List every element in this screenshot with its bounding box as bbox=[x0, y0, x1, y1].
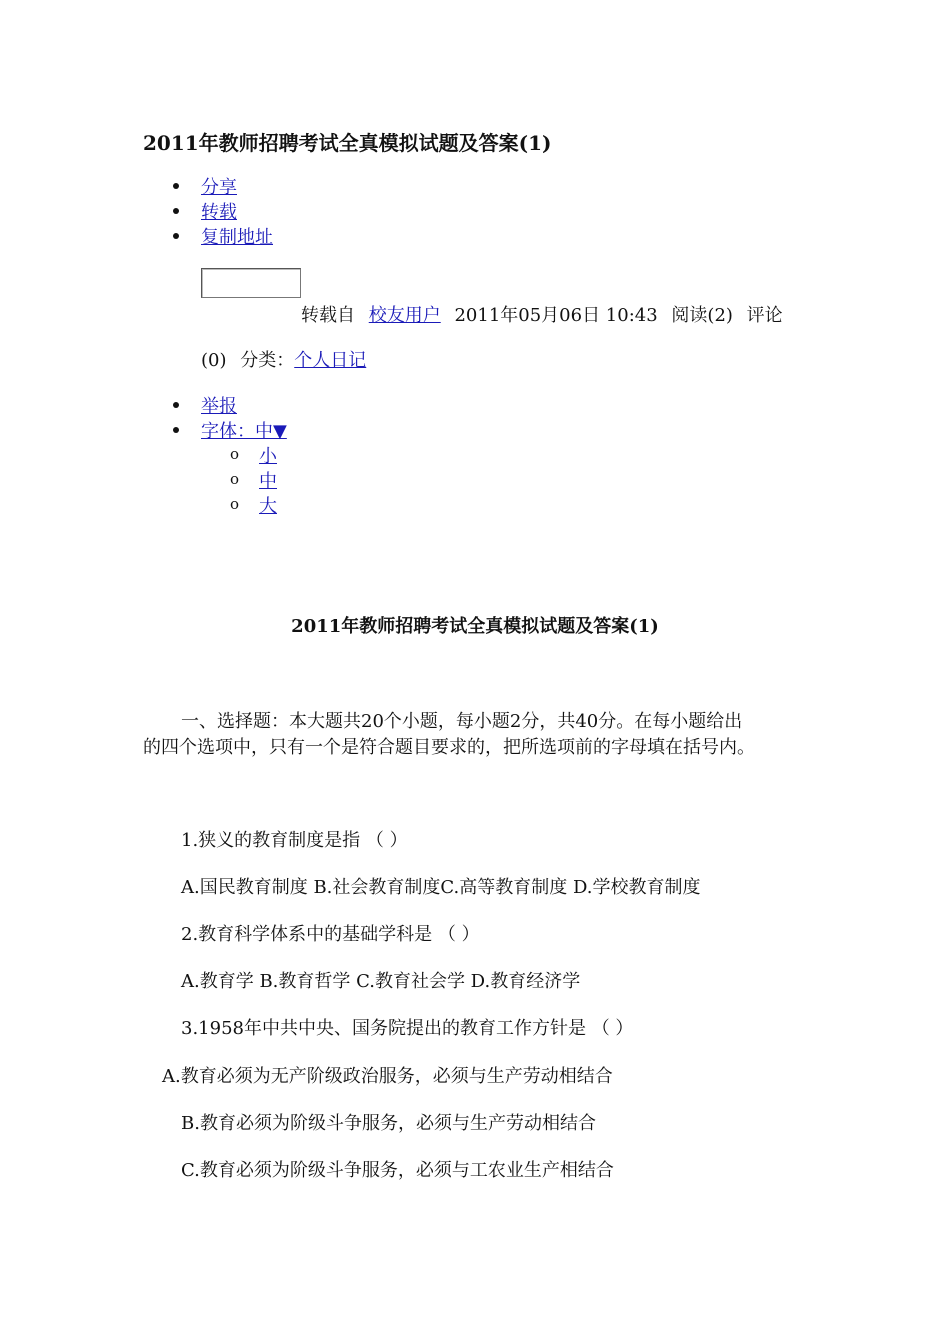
repost-link[interactable]: 转载 bbox=[201, 202, 237, 223]
user-link[interactable]: 校友用户 bbox=[368, 305, 441, 326]
category-label: 分类： bbox=[240, 350, 295, 371]
question-3: 3.1958年中共中央、国务院提出的教育工作方针是 （ ） bbox=[181, 1018, 634, 1039]
question-1: 1.狭义的教育制度是指 （ ） bbox=[181, 830, 408, 851]
list-bullet bbox=[173, 208, 179, 214]
font-size-toggle[interactable]: 字体：中▼ bbox=[201, 421, 287, 442]
font-size-large[interactable]: 大 bbox=[259, 496, 277, 517]
question-3-option-a: A.教育必须为无产阶级政治服务，必须与生产劳动相结合 bbox=[162, 1066, 613, 1087]
intro-line-1: 一、选择题：本大题共20个小题，每小题2分，共40分。在每小题给出 bbox=[181, 711, 743, 732]
question-3-option-b: B.教育必须为阶级斗争服务，必须与生产劳动相结合 bbox=[181, 1113, 596, 1134]
meta-line-2 bbox=[201, 346, 366, 372]
list-bullet bbox=[173, 233, 179, 239]
list-bullet bbox=[173, 183, 179, 189]
report-link[interactable]: 举报 bbox=[201, 396, 237, 417]
question-3-option-c: C.教育必须为阶级斗争服务，必须与工农业生产相结合 bbox=[181, 1160, 614, 1181]
sub-bullet: o bbox=[230, 495, 240, 513]
intro-line-2: 的四个选项中，只有一个是符合题目要求的，把所选项前的字母填在括号内。 bbox=[143, 737, 755, 758]
comment-count: (0) bbox=[201, 350, 227, 371]
list-bullet bbox=[173, 402, 179, 408]
copy-address-link[interactable]: 复制地址 bbox=[201, 227, 273, 248]
meta-line bbox=[301, 301, 783, 327]
question-2: 2.教育科学体系中的基础学科是 （ ） bbox=[181, 924, 480, 945]
font-size-medium[interactable]: 中 bbox=[259, 471, 277, 492]
list-bullet bbox=[173, 427, 179, 433]
comment-label: 评论 bbox=[746, 305, 783, 326]
font-size-small[interactable]: 小 bbox=[259, 446, 277, 467]
sub-bullet: o bbox=[230, 445, 240, 463]
read-count: 阅读(2) bbox=[671, 305, 733, 326]
question-2-options: A.教育学 B.教育哲学 C.教育社会学 D.教育经济学 bbox=[181, 971, 581, 992]
text-input[interactable] bbox=[201, 268, 301, 298]
reposted-from-text: 转载自 bbox=[301, 305, 355, 326]
article-title: 2011年教师招聘考试全真模拟试题及答案(1) bbox=[291, 616, 659, 637]
post-datetime: 2011年05月06日 10:43 bbox=[454, 305, 658, 326]
share-link[interactable]: 分享 bbox=[201, 177, 237, 198]
question-1-options: A.国民教育制度 B.社会教育制度C.高等教育制度 D.学校教育制度 bbox=[181, 877, 701, 898]
sub-bullet: o bbox=[230, 470, 240, 488]
page-title: 2011年教师招聘考试全真模拟试题及答案(1) bbox=[143, 131, 552, 155]
category-link[interactable]: 个人日记 bbox=[294, 350, 367, 371]
